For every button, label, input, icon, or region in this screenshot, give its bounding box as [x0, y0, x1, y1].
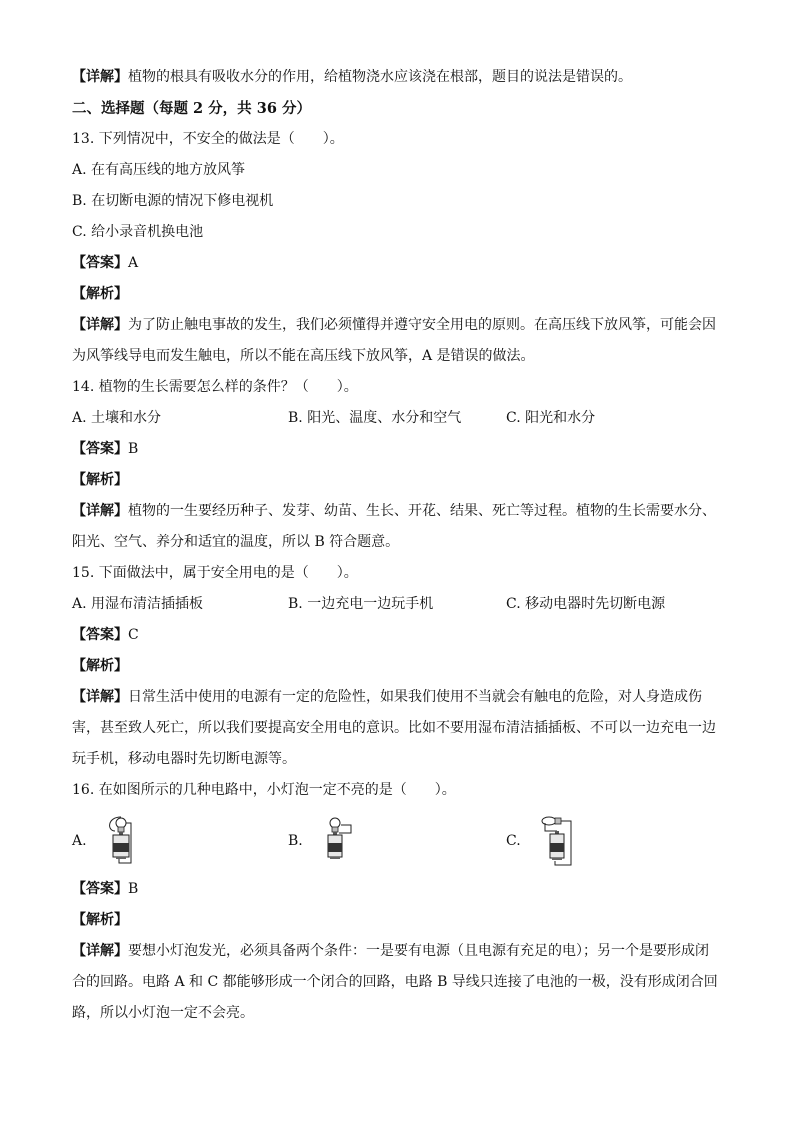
q15-option-c: C. 移动电器时先切断电源: [506, 596, 666, 612]
detail-text: 要想小灯泡发光，必须具备两个条件：一是要有电源（且电源有充足的电）；另一个是要形成闭合的回路。电路 A 和 C 都能够形成一个闭合的回路，电路 B 导线只连接了电池的一极，没有形成闭合回路，所以小灯泡一定不会亮。: [72, 943, 718, 1021]
answer-tag: 【答案】: [72, 255, 128, 271]
q14-option-c: C. 阳光和水分: [506, 410, 596, 426]
q15-options: [72, 589, 722, 620]
q14-analysis-tag: 【解析】: [72, 472, 128, 488]
detail-tag: 【详解】: [72, 943, 128, 959]
section-title: 二、选择题（每题 2 分，共 36 分）: [72, 100, 311, 117]
q15-analysis-tag: 【解析】: [72, 658, 128, 674]
circuit-a-illustration: [101, 813, 141, 869]
q13-option-c: C. 给小录音机换电池: [72, 224, 204, 240]
q13-option-a: A. 在有高压线的地方放风筝: [72, 162, 246, 178]
q14-option-b: B. 阳光、温度、水分和空气: [288, 410, 462, 426]
q15-detail: [72, 682, 722, 775]
q16-options: [72, 810, 722, 872]
detail-text: 日常生活中使用的电源有一定的危险性，如果我们使用不当就会有触电的危险，对人身造成伤害，甚至致人死亡，所以我们要提高安全用电的意识。比如不要用湿布清洁插插板、不可以一边充电一边玩手机，移动电器时先切断电源等。: [72, 689, 716, 767]
detail-tag: 【详解】: [72, 689, 128, 705]
detail-text: 植物的一生要经历种子、发芽、幼苗、生长、开花、结果、死亡等过程。植物的生长需要水分、阳光、空气、养分和适宜的温度，所以 B 符合题意。: [72, 503, 716, 550]
detail-text: 植物的根具有吸收水分的作用，给植物浇水应该浇在根部，题目的说法是错误的。: [128, 69, 632, 85]
q15-stem: 15. 下面做法中，属于安全用电的是（ ）。: [72, 565, 358, 581]
q14-detail: [72, 496, 722, 558]
document-page: [72, 62, 722, 1029]
q15-answer: [72, 620, 722, 651]
option-label: A.: [72, 833, 87, 849]
q13-analysis-tag: 【解析】: [72, 286, 128, 302]
q16-stem: 16. 在如图所示的几种电路中，小灯泡一定不亮的是（ ）。: [72, 782, 456, 798]
answer-tag: 【答案】: [72, 627, 128, 643]
q14-options: [72, 403, 722, 434]
q16-detail: [72, 936, 722, 1029]
detail-tag: 【详解】: [72, 503, 128, 519]
q16-analysis-tag: 【解析】: [72, 912, 128, 928]
q13-answer: [72, 248, 722, 279]
answer-value: A: [128, 255, 139, 271]
q15-option-b: B. 一边充电一边玩手机: [288, 596, 434, 612]
q13-option-b: B. 在切断电源的情况下修电视机: [72, 193, 274, 209]
detail-tag: 【详解】: [72, 317, 128, 333]
q16-option-a: [72, 813, 288, 869]
q14-stem: 14. 植物的生长需要怎么样的条件？（ ）。: [72, 379, 358, 395]
q13-stem: 13. 下列情况中，不安全的做法是（ ）。: [72, 131, 344, 147]
q12-detail: [72, 62, 722, 93]
answer-value: B: [128, 881, 139, 897]
answer-tag: 【答案】: [72, 881, 128, 897]
answer-tag: 【答案】: [72, 441, 128, 457]
q16-option-b: [288, 813, 506, 869]
q14-answer: [72, 434, 722, 465]
option-label: C.: [506, 833, 521, 849]
answer-value: C: [128, 627, 139, 643]
option-label: B.: [288, 833, 303, 849]
q14-option-a: A. 土壤和水分: [72, 410, 162, 426]
detail-tag: 【详解】: [72, 69, 128, 85]
circuit-c-illustration: [535, 813, 583, 869]
q16-answer: [72, 874, 722, 905]
q13-detail: [72, 310, 722, 372]
q16-option-c: [506, 813, 583, 869]
q15-option-a: A. 用湿布清洁插插板: [72, 596, 204, 612]
answer-value: B: [128, 441, 139, 457]
circuit-b-illustration: [317, 813, 357, 869]
detail-text: 为了防止触电事故的发生，我们必须懂得并遵守安全用电的原则。在高压线下放风筝，可能会因为风筝线导电而发生触电，所以不能在高压线下放风筝，A 是错误的做法。: [72, 317, 716, 364]
